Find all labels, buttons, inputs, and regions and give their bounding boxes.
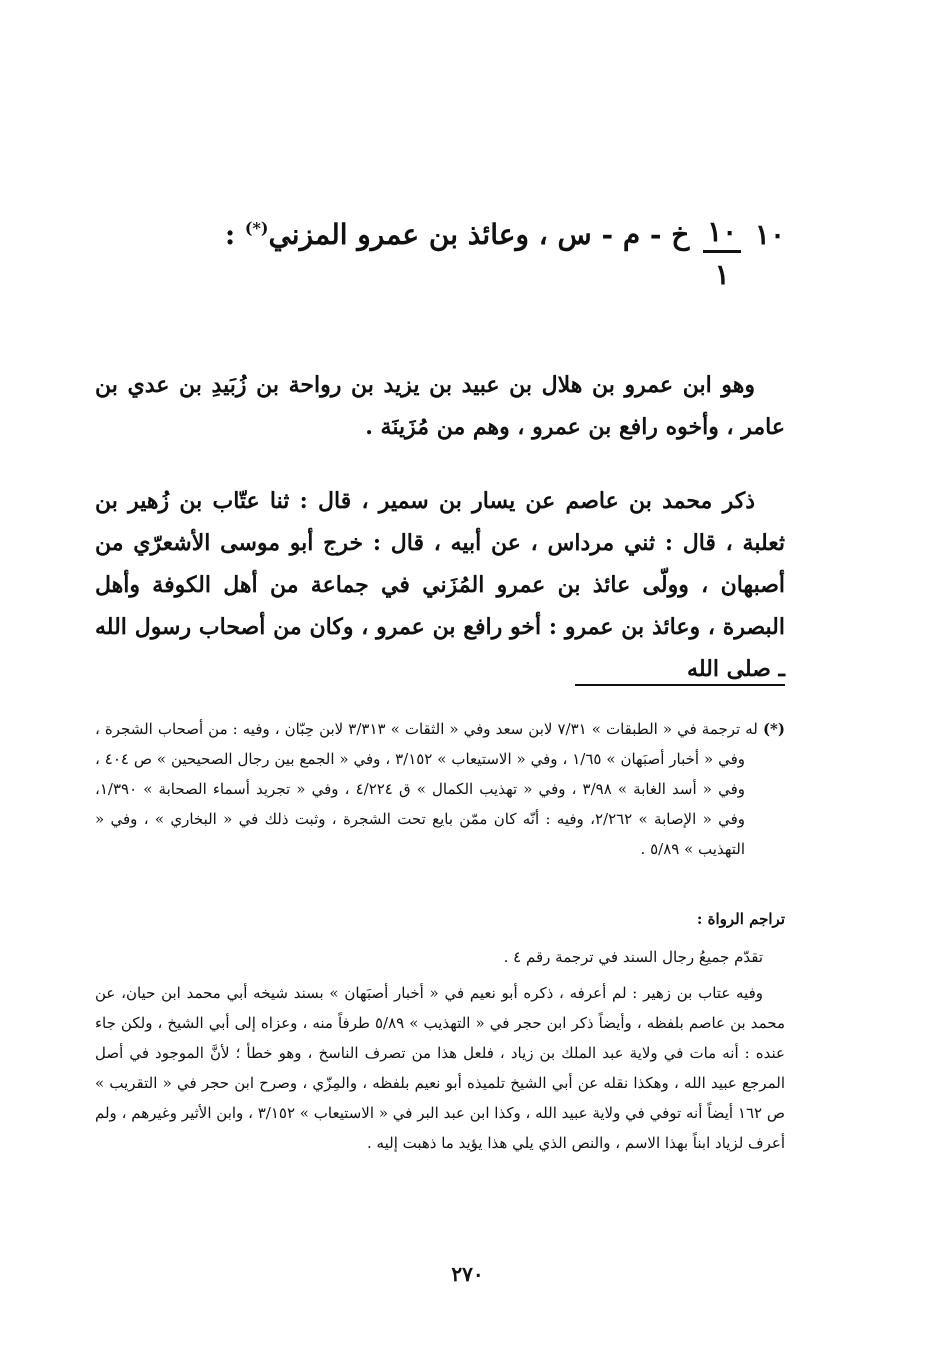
entry-fraction: [703, 215, 741, 291]
entry-name: وعائذ بن عمرو المزني: [268, 218, 529, 251]
footnote-separator: [575, 684, 785, 686]
narrators-line: تقدّم جميعُ رجال السند في ترجمة رقم ٤ .: [503, 948, 763, 966]
section-title: تراجم الرواة :: [696, 910, 785, 928]
paragraph-text: ذكر محمد بن عاصم عن يسار بن سمير ، قال : ثنا عتّاب بن زُهير بن ثعلبة ، قال : ثني مرداس ، عن أبيه ، قال : خرج أبو موسى الأشعرّي من أصبهان ، وولّى عائذ بن عمرو المُزَني في جماعة من أهل الكوفة وأهل البصرة ، وعائذ بن عمرو : أخو رافع بن عمرو ، وكان من أصحاب رسول الله ـ صلى الله: [95, 488, 785, 682]
main-paragraph-1: [95, 364, 785, 448]
heading-colon: :: [224, 218, 236, 251]
entry-number: ١٠: [754, 218, 785, 251]
footnote-marker: (*): [762, 720, 785, 738]
narrators-section: [95, 904, 785, 1158]
fraction-numerator: ١٠: [703, 218, 741, 253]
narrators-paragraph: وفيه عتاب بن زهير : لم أعرفه ، ذكره أبو نعيم في « أخبار أصبَهان » بسند شيخه أبي محمد ابن حيان، عن محمد بن عاصم بلفظه ، وأيضاً ذكر ابن حجر في « التهذيب » ٥/٨٩ طرفاً منه ، وعزاه إلى أبي الشيخ ، ولكن جاء عنده : أنه مات في ولاية عبد الملك بن زياد ، فلعل هذا من تصرف الناسخ ، وهو خطأ ؛ لأنَّ الموجود في أصل المرجع عبيد الله ، وهكذا نقله عن أبي الشيخ تلميذه أبو نعيم بلفظه ، والمِزّي ، وصرح ابن حجر في « التقريب » ص ١٦٢ أيضاً أنه توفي في ولاية عبيد الله ، وكذا ابن عبد البر في « الاستيعاب » ٣/١٥٢ ، وابن الأثير وغيرهم ، ولم أعرف لزياد ابناً بهذا الاسم ، والنص الذي يلي هذا يؤيد ما ذهبت إليه .: [95, 984, 786, 1152]
fraction-denominator: ١: [714, 258, 730, 291]
paragraph-text: وهو ابن عمرو بن هلال بن عبيد بن يزيد بن رواحة بن زُبَيدِ بن عدي بن عامر ، وأخوه رافع بن عمرو ، وهم من مُزَينَة .: [95, 372, 785, 440]
entry-sigla: خ - م - س ،: [538, 218, 690, 251]
main-paragraph-2: [95, 480, 785, 690]
page-number: ٢٧٠: [451, 1262, 484, 1286]
entry-heading: [224, 215, 785, 291]
footnote-body: [95, 714, 785, 864]
footnote-reference: (*): [244, 218, 269, 238]
footnote: [95, 714, 785, 864]
footnote-text: له ترجمة في « الطبقات » ٧/٣١ لابن سعد وفي « الثقات » ٣/٣١٣ لابن حِبّان ، وفيه : من أصحاب الشجرة ، وفي « أخبار أصبَهان » ١/٦٥ ، وفي « الاستيعاب » ٣/١٥٢ ، وفي « الجمع بين رجال الصحيحين » ص ٤٠٤ ، وفي « أسد الغابة » ٣/٩٨ ، وفي « تهذيب الكمال » ق ٤/٢٢٤ ، وفي « تجريد أسماء الصحابة » ١/٣٩٠، وفي « الإصابة » ٢/٢٦٢، وفيه : أنّه كان ممّن بايع تحت الشجرة ، وثبت ذلك في « البخاري » ، وفي « التهذيب » ٥/٨٩ .: [95, 720, 758, 858]
